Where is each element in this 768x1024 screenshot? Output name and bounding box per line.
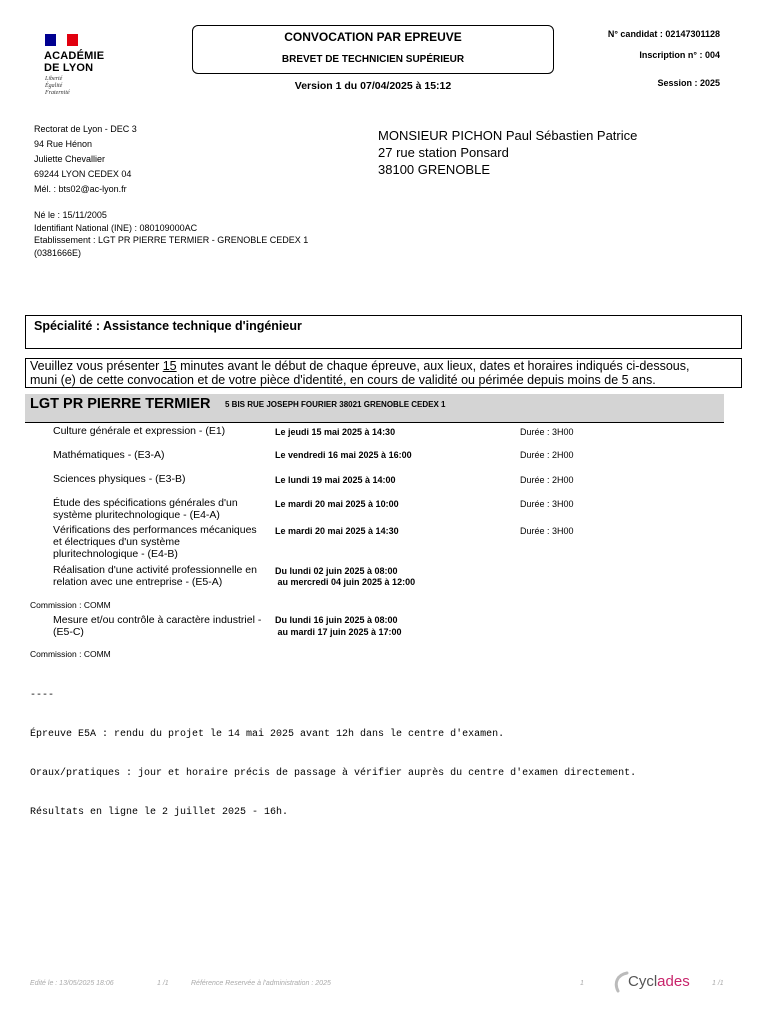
sender-email: Mél. : bts02@ac-lyon.fr [34, 184, 127, 194]
note-line: Résultats en ligne le 2 juillet 2025 - 16h. [30, 807, 289, 818]
recipient-name: MONSIEUR PICHON Paul Sébastien Patrice [378, 128, 638, 143]
exam-date: Le vendredi 16 mai 2025 à 16:00 [275, 450, 412, 460]
note-separator: ---- [30, 690, 55, 701]
document-title: CONVOCATION PAR EPREUVE [284, 30, 462, 44]
academie-logo [40, 30, 124, 110]
exam-name: Culture générale et expression - (E1) [53, 425, 226, 437]
edited-date: Edité le : 13/05/2025 18:06 [30, 980, 114, 987]
motto-3: Fraternité [45, 90, 70, 96]
motto-2: Égalité [45, 83, 63, 89]
exam-name: Vérifications des performances mécaniques et électriques d'un système pluritechnologique - (E4-B) [53, 524, 257, 560]
sender-line: 69244 LYON CEDEX 04 [34, 169, 132, 179]
cyclades-brand [628, 973, 690, 990]
exam-date-end: au mercredi 04 juin 2025 à 12:00 [275, 577, 416, 587]
note-line: Épreuve E5A : rendu du projet le 14 mai 2025 avant 12h dans le centre d'examen. [30, 729, 505, 740]
version-line: Version 1 du 07/04/2025 à 15:12 [294, 80, 452, 92]
title-box [192, 25, 554, 74]
school: Etablissement : LGT PR PIERRE TERMIER - GRENOBLE CEDEX 1 [34, 235, 309, 245]
flag-blue [45, 34, 56, 46]
exam-duration: Durée : 3H00 [520, 427, 574, 437]
instructions-box [25, 358, 742, 388]
sender-address [34, 122, 137, 197]
recipient-city: 38100 GRENOBLE [378, 162, 491, 177]
exam-date-end: au mardi 17 juin 2025 à 17:00 [275, 627, 402, 637]
exam-date: Le mardi 20 mai 2025 à 10:00 [275, 499, 399, 509]
exam-name: Sciences physiques - (E3-B) [53, 473, 186, 485]
exam-date: Le lundi 19 mai 2025 à 14:00 [275, 475, 396, 485]
flag-red [67, 34, 78, 46]
inscription-number: Inscription n° : 004 [639, 50, 720, 60]
exam-name: Mathématiques - (E3-A) [53, 449, 165, 461]
exam-name: Réalisation d'une activité professionnelle en relation avec une entreprise - (E5-A) [53, 564, 257, 588]
exam-name: Mesure et/ou contrôle à caractère industriel - (E5-C) [53, 614, 262, 638]
specialty-box [25, 315, 742, 349]
candidate-info [34, 209, 308, 259]
exam-duration: Durée : 2H00 [520, 450, 574, 460]
exam-duration: Durée : 3H00 [520, 526, 574, 536]
instructions-line-2: muni (e) de cette convocation et de votre pièce d'identité, en cours de validité ou périmée depuis moins de 5 ans. [30, 373, 656, 387]
commission: Commission : COMM [30, 600, 111, 610]
brand-prefix: Cycl [628, 973, 658, 990]
notes [30, 663, 636, 832]
exam-duration: Durée : 3H00 [520, 499, 574, 509]
session: Session : 2025 [657, 78, 720, 88]
establishment-bar [25, 394, 724, 422]
establishment-divider [25, 422, 724, 423]
exam-date: Le jeudi 15 mai 2025 à 14:30 [275, 427, 396, 437]
ine-id: Identifiant National (INE) : 080109000AC [34, 222, 198, 233]
candidate-number: N° candidat : 02147301128 [607, 29, 720, 39]
flag-white [56, 34, 67, 46]
cyclades-swoosh-icon [613, 971, 629, 993]
document-subtitle: BREVET DE TECHNICIEN SUPÉRIEUR [281, 54, 465, 65]
admin-reference: Référence Reservée à l'administration : 2025 [191, 980, 331, 987]
sender-line: 94 Rue Hénon [34, 139, 93, 149]
instructions-after: minutes avant le début de chaque épreuve, aux lieux, dates et horaires indiqués ci-dessous, [176, 359, 690, 373]
brand-suffix: ades [657, 973, 690, 990]
republique-flag-icon [45, 34, 78, 46]
establishment-address: 5 BIS RUE JOSEPH FOURIER 38021 GRENOBLE CEDEX 1 [225, 400, 446, 409]
page-number-right: 1 /1 [712, 980, 724, 987]
note-line: Oraux/pratiques : jour et horaire précis de passage à vérifier auprès du centre d'examen directement. [30, 768, 637, 779]
exam-name: Étude des spécifications générales d'un système pluritechnologique - (E4-A) [53, 497, 238, 521]
exam-date: Du lundi 16 juin 2025 à 08:00 [275, 615, 398, 625]
recipient-street: 27 rue station Ponsard [378, 145, 509, 160]
logo-line-2: DE LYON [44, 62, 94, 74]
recipient-address [378, 127, 637, 178]
logo-line-1: ACADÉMIE [44, 50, 105, 62]
birth-date: Né le : 15/11/2005 [34, 210, 107, 220]
motto-1: Liberté [45, 76, 63, 82]
instructions-minutes: 15 [162, 359, 177, 373]
instructions-line-1 [30, 359, 741, 373]
page-number-left: 1 /1 [157, 980, 169, 987]
exam-duration: Durée : 2H00 [520, 475, 574, 485]
exam-date: Le mardi 20 mai 2025 à 14:30 [275, 526, 399, 536]
exam-date: Du lundi 02 juin 2025 à 08:00 [275, 566, 398, 576]
sender-line: Juliette Chevallier [34, 154, 106, 164]
specialty: Spécialité : Assistance technique d'ingénieur [34, 319, 302, 333]
instructions-before: Veuillez vous présenter [30, 359, 163, 373]
establishment-name: LGT PR PIERRE TERMIER [30, 396, 211, 412]
school-code: (0381666E) [34, 247, 82, 258]
commission: Commission : COMM [30, 649, 111, 659]
logo-motto [45, 76, 70, 97]
sender-line: Rectorat de Lyon - DEC 3 [34, 124, 137, 134]
page-number-mid: 1 [580, 980, 584, 987]
logo-text [44, 50, 104, 74]
